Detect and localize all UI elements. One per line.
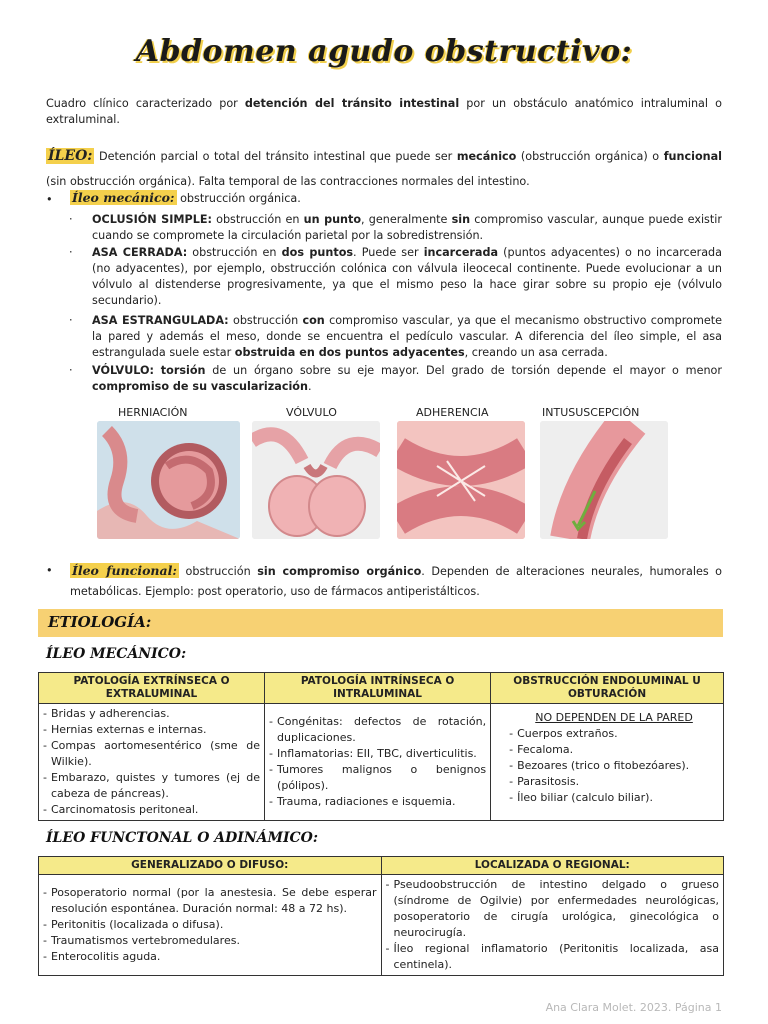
subitem-text: sin — [451, 213, 471, 226]
subitem-text: . — [307, 380, 312, 393]
page-footer: Ana Clara Molet. 2023. Página 1 — [545, 1001, 722, 1014]
intro-paragraph — [46, 96, 722, 128]
table2-col1-list — [43, 885, 377, 965]
ileo-bold-funcional: funcional — [663, 150, 722, 163]
table-list-item: - Traumatismos vertebromedulares. — [43, 933, 377, 949]
table-list-item: - Íleo regional inflamatorio (Peritonitis localizada, asa centinela). — [386, 941, 720, 973]
etiologia-band — [38, 609, 723, 637]
image-label-herniacion: HERNIACIÓN — [118, 406, 188, 419]
table1-col3-note: NO DEPENDEN DE LA PARED — [535, 711, 693, 724]
table1-col1-list — [43, 706, 260, 818]
table-list-item: - Hernias externas e internas. — [43, 722, 260, 738]
table2-header-generalizado: GENERALIZADO O DIFUSO: — [39, 857, 382, 875]
intro-text: Cuadro clínico caracterizado por — [46, 97, 245, 110]
table-list-item: - Cuerpos extraños. — [509, 726, 719, 742]
mecanico-label: Íleo mecánico: — [72, 190, 175, 205]
adherencia-drawing — [397, 421, 525, 539]
subitem-text: compromiso vascular, ya que el mecanismo obstructivo compromete la pared y además el meso, donde se encuentra el pedículo vascular. A diferencia del íleo simple, el asa estrangulada suele estar — [92, 314, 723, 359]
table-list-item: - Bezoares (trico o fitobezóares). — [509, 758, 719, 774]
etiologia-heading: ETIOLOGÍA: — [48, 613, 152, 631]
intro-text-end: por un obstáculo anatómico intraluminal o extraluminal. — [46, 97, 722, 126]
subitem-text: un punto — [303, 213, 362, 226]
subitem-dot: · — [69, 213, 73, 226]
subitem-title: ASA ESTRANGULADA: — [92, 314, 229, 327]
subitem-text: dos puntos — [281, 246, 354, 259]
herniacion-illustration — [97, 421, 240, 539]
ileo-bold-mecanico: mecánico — [456, 150, 517, 163]
funcional-heading: ÍLEO FUNCTONAL O ADINÁMICO: — [46, 830, 319, 846]
image-label-intususcepcion: INTUSUSCEPCIÓN — [542, 406, 640, 419]
herniacion-drawing — [97, 421, 240, 539]
table1-col2 — [265, 704, 491, 821]
subitem-dot: · — [69, 314, 73, 327]
subitem-text: , generalmente — [361, 213, 452, 226]
table2-header-localizada: LOCALIZADA O REGIONAL: — [381, 857, 724, 875]
intususcepcion-drawing — [540, 421, 668, 539]
funcional-table — [38, 856, 724, 976]
mecanico-line — [70, 190, 720, 207]
subitem-text — [154, 364, 161, 377]
subitem-text: obstrucción — [228, 314, 303, 327]
subitem-text: incarcerada — [423, 246, 499, 259]
table2-col2 — [381, 875, 724, 976]
table-list-item: - Inflamatorias: EII, TBC, diverticulitis. — [269, 746, 486, 762]
table-list-item: - Parasitosis. — [509, 774, 719, 790]
subitem-dot: · — [69, 246, 73, 259]
subitem-text: de un órgano sobre su eje mayor. Del grado de torsión depende el mayor o menor — [205, 364, 722, 377]
funcional-label: Íleo funcional: — [72, 563, 177, 578]
mecanico-subitem — [92, 313, 722, 361]
intro-bold: detención del tránsito intestinal — [244, 97, 460, 110]
table2-col1 — [39, 875, 382, 976]
table1-header-endoluminal: OBSTRUCCIÓN ENDOLUMINAL U OBTURACIÓN — [491, 673, 724, 704]
ileo-text: (obstrucción orgánica) o — [516, 150, 664, 163]
table-list-item: - Carcinomatosis peritoneal. — [43, 802, 260, 818]
table-list-item: - Embarazo, quistes y tumores (ej de cabeza de páncreas). — [43, 770, 260, 802]
ileo-paragraph — [46, 144, 722, 194]
table-list-item: - Compas aortomesentérico (sme de Wilkie). — [43, 738, 260, 770]
table1-header-intrinseca: PATOLOGÍA INTRÍNSECA O INTRALUMINAL — [265, 673, 491, 704]
subitem-text: compromiso vascular, aunque puede existir cuando se compromete la circulación parietal por la sobredistrensión. — [92, 213, 722, 242]
table-list-item: - Trauma, radiaciones e isquemia. — [269, 794, 486, 810]
intususcepcion-illustration — [540, 421, 668, 539]
subitem-text: (puntos adyacentes) o no incarcerada (no adyacentes), por ejemplo, obstrucción colónica con válvula ileocecal continente. Puede evolucionar a un vólvulo al distenderse progresivamente, ya que el mismo peso la hace girar sobre su propio eje (vólvulo secundario). — [92, 246, 723, 307]
mecanico-heading: ÍLEO MECÁNICO: — [46, 646, 187, 662]
subitem-text: torsión — [160, 364, 206, 377]
ileo-text: (sin obstrucción orgánica). Falta temporal de las contracciones normales del intestino. — [46, 175, 530, 188]
funcional-bold: sin compromiso orgánico — [257, 565, 422, 578]
table1-col3 — [491, 704, 724, 821]
table-list-item: - Peritonitis (localizada o difusa). — [43, 917, 377, 933]
funcional-text: obstrucción — [179, 565, 258, 578]
subitem-text: , creando un asa cerrada. — [464, 346, 608, 359]
bullet-dot: • — [46, 564, 53, 577]
table-list-item: - Fecaloma. — [509, 742, 719, 758]
mecanico-table — [38, 672, 724, 821]
table1-header-extrinseca: PATOLOGÍA EXTRÍNSECA O EXTRALUMINAL — [39, 673, 265, 704]
subitem-title: ASA CERRADA: — [92, 246, 188, 259]
subitem-title: OCLUSIÓN SIMPLE: — [92, 213, 212, 226]
table1-col1 — [39, 704, 265, 821]
mecanico-subitem — [92, 245, 722, 309]
image-label-adherencia: ADHERENCIA — [416, 406, 489, 419]
volvulo-illustration — [252, 421, 380, 539]
table-list-item: - Íleo biliar (calculo biliar). — [509, 790, 719, 806]
table-list-item: - Enterocolitis aguda. — [43, 949, 377, 965]
table-list-item: - Congénitas: defectos de rotación, duplicaciones. — [269, 714, 486, 746]
ileo-text: Detención parcial o total del tránsito intestinal que puede ser — [94, 150, 457, 163]
table-list-item: - Tumores malignos o benignos (pólipos). — [269, 762, 486, 794]
funcional-paragraph — [70, 561, 722, 602]
mecanico-subitem — [92, 212, 722, 244]
subitem-dot: · — [69, 364, 73, 377]
subitem-text: obstrucción en — [187, 246, 282, 259]
table-list-item: - Pseudoobstrucción de intestino delgado o grueso (síndrome de Ogilvie) por enfermedades neurológicas, posoperatorio de cirugía urológica, ginecológica o neurocirugía. — [386, 877, 720, 941]
mecanico-subitem — [92, 363, 722, 395]
ileo-label: ÍLEO: — [48, 148, 93, 164]
bullet-dot: • — [46, 193, 53, 206]
mecanico-text: obstrucción orgánica. — [176, 192, 301, 205]
table2-col2-list — [386, 877, 720, 973]
volvulo-drawing — [252, 421, 380, 539]
table1-col3-list — [509, 726, 719, 806]
funcional-text-end: . Dependen de alteraciones neurales, humorales o metabólicas. Ejemplo: post operatorio, uso de fármacos antiperistálticos. — [70, 565, 723, 598]
subitem-text: obstruida en dos puntos adyacentes — [234, 346, 465, 359]
subitem-text: compromiso de su vascularización — [92, 380, 308, 393]
page-title: Abdomen agudo obstructivo: — [135, 34, 633, 69]
adherencia-illustration — [397, 421, 525, 539]
table1-col2-list — [269, 714, 486, 810]
subitem-text: . Puede ser — [353, 246, 424, 259]
subitem-title: VÓLVULO: — [92, 364, 155, 377]
subitem-text: con — [302, 314, 325, 327]
table-list-item: - Bridas y adherencias. — [43, 706, 260, 722]
subitem-text: obstrucción en — [211, 213, 304, 226]
image-label-volvulo: VÓLVULO — [286, 406, 337, 419]
table-list-item: - Posoperatorio normal (por la anestesia. Se debe esperar resolución espontánea. Duración normal: 48 a 72 hs). — [43, 885, 377, 917]
